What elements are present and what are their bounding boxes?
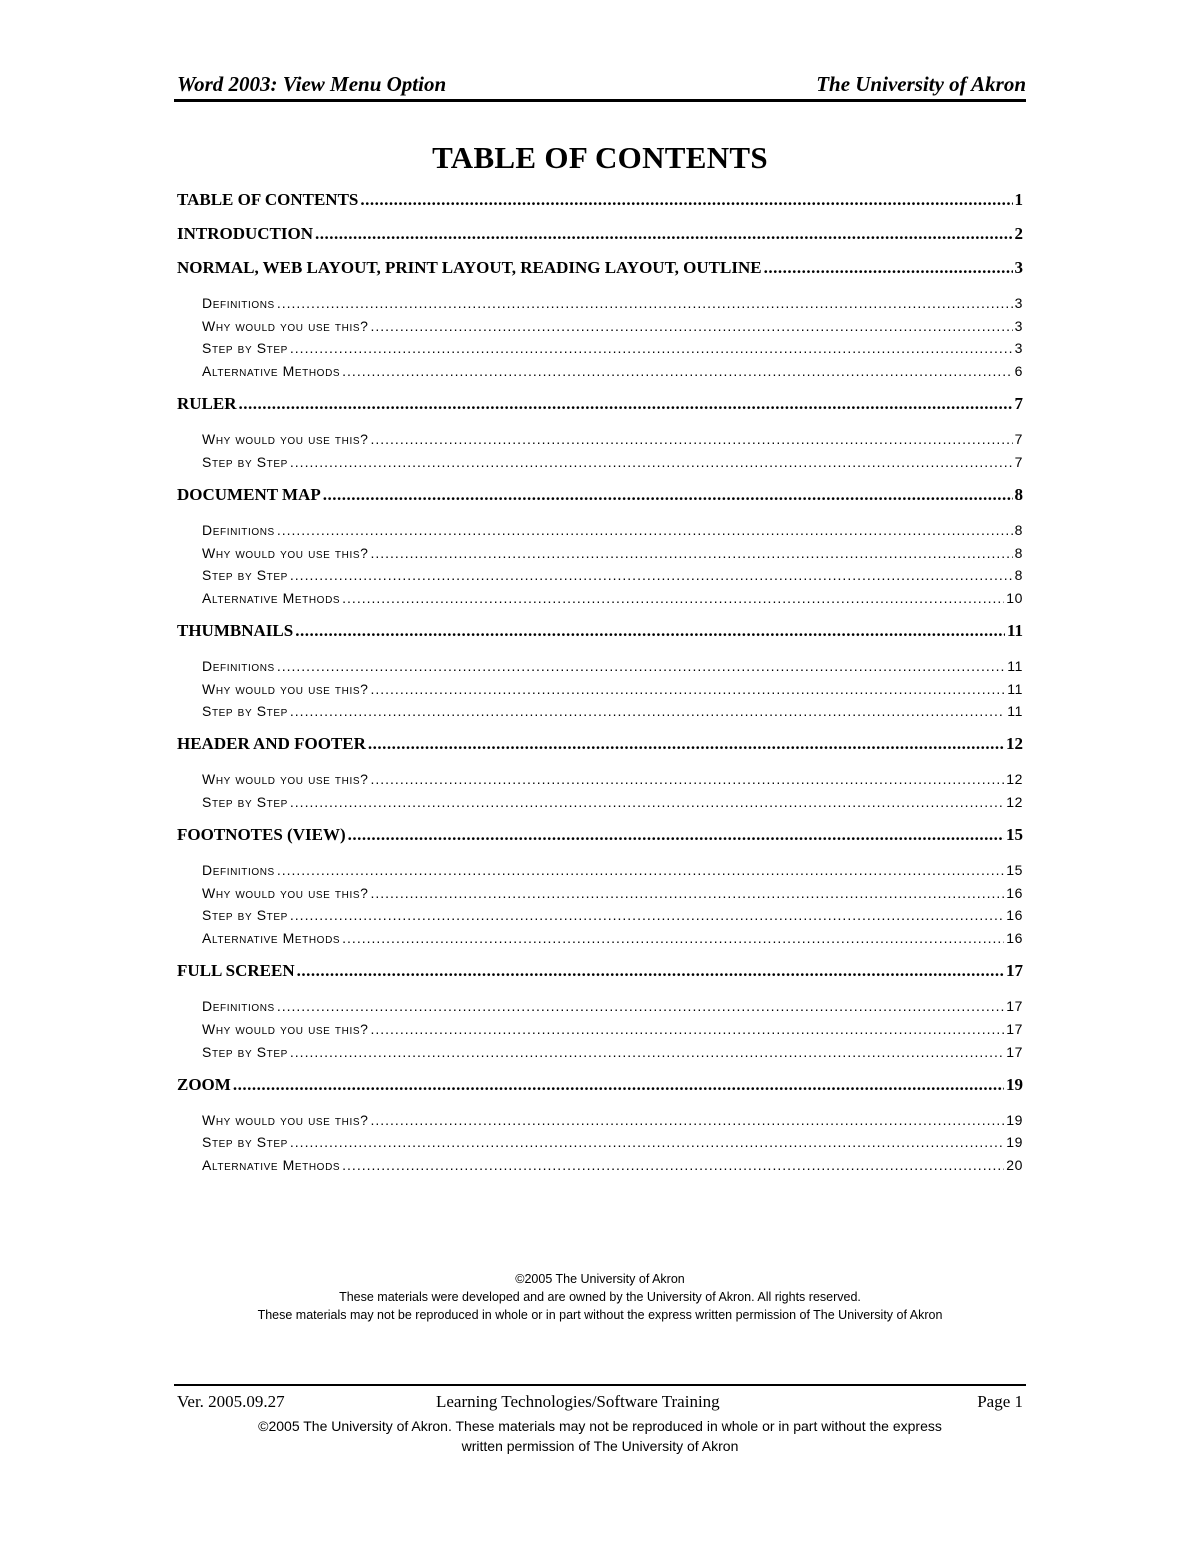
- toc-entry-page-number: 16: [1006, 884, 1023, 901]
- toc-heading-entry[interactable]: [177, 1075, 1023, 1097]
- toc-entry-page-number: 8: [1014, 521, 1023, 538]
- footer-note-line: written permission of The University of Akron: [461, 1438, 739, 1454]
- toc-entry-page-number: 16: [1006, 907, 1023, 924]
- header-document-title: Word 2003: View Menu Option: [177, 72, 447, 96]
- toc-entry-label: Definitions: [202, 862, 275, 878]
- footer-note-line: ©2005 The University of Akron. These materials may not be reproduced in whole or in part without the express: [258, 1418, 942, 1434]
- toc-dot-leader: [370, 681, 1005, 697]
- toc-dot-leader: [323, 485, 1013, 505]
- toc-heading-entry[interactable]: [177, 394, 1023, 416]
- toc-entry-label: Why would you use this?: [202, 317, 369, 334]
- toc-subentry[interactable]: [202, 794, 1023, 816]
- toc-dot-leader: [290, 1134, 1004, 1150]
- toc-entry-page-number: 11: [1006, 620, 1023, 640]
- toc-subentry[interactable]: [202, 431, 1023, 453]
- toc-subentry[interactable]: [202, 771, 1023, 793]
- toc-entry-label: FOOTNOTES (VIEW): [177, 825, 346, 844]
- toc-subentry[interactable]: [202, 1134, 1023, 1156]
- toc-dot-leader: [370, 1021, 1004, 1037]
- toc-dot-leader: [290, 454, 1013, 470]
- toc-entry-page-number: 12: [1006, 734, 1023, 754]
- toc-entry-label: Alternative Methods: [202, 363, 341, 380]
- toc-dot-leader: [360, 190, 1012, 210]
- toc-entry-label: Step by Step: [202, 453, 288, 470]
- toc-entry-page-number: 6: [1014, 363, 1023, 380]
- toc-entry-label: Step by Step: [202, 340, 288, 357]
- toc-entry-label: Alternative Methods: [202, 1156, 341, 1173]
- toc-dot-leader: [764, 258, 1013, 278]
- toc-subentry[interactable]: [202, 1157, 1023, 1179]
- toc-entry-label: RULER: [177, 394, 237, 414]
- toc-entry-page-number: 7: [1014, 431, 1023, 448]
- toc-entry-page-number: 3: [1014, 317, 1023, 334]
- running-header: [174, 72, 1026, 98]
- toc-subentry[interactable]: [202, 454, 1023, 476]
- toc-dot-leader: [277, 862, 1004, 878]
- toc-entry-label: Why would you use this?: [202, 544, 369, 561]
- toc-dot-leader: [370, 1112, 1004, 1128]
- toc-dot-leader: [342, 930, 1004, 946]
- page-title: TABLE OF CONTENTS: [432, 140, 768, 175]
- toc-entry-page-number: 19: [1006, 1074, 1023, 1094]
- toc-dot-leader: [368, 734, 1004, 754]
- toc-entry-label: Step by Step: [202, 567, 288, 584]
- toc-entry-label: FULL SCREEN: [177, 961, 295, 981]
- toc-subentry[interactable]: [202, 522, 1023, 544]
- page-footer: [174, 1392, 1026, 1414]
- toc-dot-leader: [290, 340, 1013, 356]
- toc-subentry[interactable]: [202, 1021, 1023, 1043]
- toc-entry-label: DOCUMENT MAP: [177, 484, 321, 504]
- toc-entry-page-number: 12: [1006, 771, 1023, 788]
- toc-heading-entry[interactable]: [177, 258, 1023, 280]
- footer-department: Learning Technologies/Software Training: [436, 1392, 720, 1411]
- toc-entry-page-number: 15: [1006, 825, 1023, 844]
- toc-heading-entry[interactable]: [177, 961, 1023, 983]
- footer-rule: [174, 1384, 1026, 1386]
- toc-subentry[interactable]: [202, 1112, 1023, 1134]
- toc-entry-label: Step by Step: [202, 1043, 288, 1060]
- copyright-line: ©2005 The University of Akron: [515, 1272, 685, 1286]
- toc-entry-label: Step by Step: [202, 1134, 288, 1151]
- toc-entry-label: TABLE OF CONTENTS: [177, 190, 359, 209]
- toc-dot-leader: [290, 567, 1013, 583]
- toc-dot-leader: [277, 658, 1005, 674]
- toc-entry-page-number: 11: [1007, 680, 1023, 697]
- toc-entry-label: Definitions: [202, 521, 275, 538]
- toc-entry-page-number: 19: [1006, 1134, 1023, 1151]
- toc-dot-leader: [342, 1157, 1004, 1173]
- toc-dot-leader: [233, 1075, 1004, 1095]
- toc-subentry[interactable]: [202, 658, 1023, 680]
- toc-entry-label: Why would you use this?: [202, 1020, 369, 1037]
- toc-subentry[interactable]: [202, 590, 1023, 612]
- toc-dot-leader: [370, 431, 1012, 447]
- toc-entry-label: Why would you use this?: [202, 771, 369, 788]
- toc-entry-label: ZOOM: [177, 1074, 231, 1094]
- toc-subentry[interactable]: [202, 340, 1023, 362]
- toc-entry-label: Step by Step: [202, 703, 288, 720]
- header-institution: The University of Akron: [816, 72, 1026, 96]
- toc-dot-leader: [370, 545, 1012, 561]
- toc-subentry[interactable]: [202, 545, 1023, 567]
- reproduction-line: These materials may not be reproduced in whole or in part without the express written permission of The University of Akron: [257, 1308, 943, 1322]
- toc-entry-page-number: 7: [1014, 453, 1023, 470]
- toc-entry-label: Why would you use this?: [202, 1111, 369, 1128]
- toc-subentry[interactable]: [202, 930, 1023, 952]
- toc-entry-label: THUMBNAILS: [177, 620, 294, 640]
- toc-subentry[interactable]: [202, 681, 1023, 703]
- toc-dot-leader: [277, 998, 1004, 1014]
- toc-entry-page-number: 16: [1006, 930, 1023, 947]
- toc-dot-leader: [342, 363, 1012, 379]
- toc-entry-page-number: 8: [1014, 484, 1023, 504]
- toc-subentry[interactable]: [202, 907, 1023, 929]
- toc-subentry[interactable]: [202, 885, 1023, 907]
- toc-entry-page-number: 19: [1006, 1111, 1023, 1128]
- toc-entry-page-number: 12: [1006, 794, 1023, 810]
- toc-entry-label: Definitions: [202, 295, 275, 311]
- toc-heading-entry[interactable]: [177, 190, 1023, 212]
- toc-entry-page-number: 17: [1006, 961, 1023, 981]
- toc-entry-label: Definitions: [202, 998, 275, 1015]
- toc-entry-page-number: 8: [1014, 544, 1023, 561]
- toc-dot-leader: [239, 394, 1013, 414]
- toc-heading-entry[interactable]: [177, 224, 1023, 246]
- toc-dot-leader: [370, 318, 1012, 334]
- toc-dot-leader: [342, 590, 1004, 606]
- toc-entry-page-number: 1: [1014, 190, 1023, 209]
- toc-entry-label: Step by Step: [202, 907, 288, 924]
- ownership-line: These materials were developed and are owned by the University of Akron. All rights reserved.: [339, 1290, 861, 1304]
- toc-entry-page-number: 3: [1014, 340, 1023, 357]
- toc-heading-entry[interactable]: [177, 485, 1023, 507]
- toc-subentry[interactable]: [202, 703, 1023, 725]
- toc-heading-entry[interactable]: [177, 734, 1023, 756]
- toc-dot-leader: [295, 621, 1005, 641]
- toc-subentry[interactable]: [202, 363, 1023, 385]
- toc-entry-page-number: 17: [1006, 1043, 1023, 1060]
- footer-page-number: Page 1: [977, 1392, 1023, 1411]
- toc-entry-label: Alternative Methods: [202, 589, 341, 606]
- toc-entry-label: Why would you use this?: [202, 884, 369, 901]
- toc-heading-entry[interactable]: [177, 825, 1023, 847]
- copyright-notice: [174, 1270, 1026, 1324]
- toc-entry-label: Why would you use this?: [202, 431, 369, 448]
- toc-entry-page-number: 10: [1006, 589, 1023, 606]
- toc-entry-page-number: 17: [1006, 1020, 1023, 1037]
- toc-entry-page-number: 15: [1006, 862, 1023, 878]
- toc-dot-leader: [370, 885, 1004, 901]
- toc-dot-leader: [370, 771, 1004, 787]
- toc-entry-page-number: 11: [1007, 657, 1023, 674]
- toc-dot-leader: [277, 295, 1013, 311]
- toc-entry-label: Alternative Methods: [202, 930, 341, 947]
- toc-dot-leader: [315, 224, 1012, 244]
- toc-dot-leader: [297, 961, 1004, 981]
- toc-entry-page-number: 17: [1006, 998, 1023, 1015]
- toc-subentry[interactable]: [202, 1044, 1023, 1066]
- toc-subentry[interactable]: [202, 567, 1023, 589]
- header-rule: [174, 99, 1026, 102]
- toc-subentry[interactable]: [202, 318, 1023, 340]
- toc-dot-leader: [290, 794, 1004, 810]
- toc-entry-label: Definitions: [202, 657, 275, 674]
- toc-entry-page-number: 11: [1007, 703, 1023, 720]
- toc-entry-page-number: 3: [1014, 295, 1023, 311]
- toc-dot-leader: [290, 1044, 1004, 1060]
- toc-dot-leader: [277, 522, 1013, 538]
- toc-entry-label: NORMAL, WEB LAYOUT, PRINT LAYOUT, READING LAYOUT, OUTLINE: [177, 258, 762, 277]
- footer-version: Ver. 2005.09.27: [177, 1392, 285, 1411]
- toc-entry-label: Why would you use this?: [202, 680, 369, 697]
- toc-entry-page-number: 8: [1014, 567, 1023, 584]
- toc-dot-leader: [290, 907, 1004, 923]
- footer-copyright: [174, 1416, 1026, 1456]
- toc-entry-label: INTRODUCTION: [177, 224, 314, 243]
- toc-dot-leader: [348, 825, 1004, 845]
- toc-entry-page-number: 2: [1014, 224, 1023, 243]
- toc-dot-leader: [290, 703, 1005, 719]
- toc-subentry[interactable]: [202, 862, 1023, 884]
- toc-subentry[interactable]: [202, 998, 1023, 1020]
- toc-heading-entry[interactable]: [177, 621, 1023, 643]
- toc-entry-label: Step by Step: [202, 794, 288, 810]
- toc-entry-page-number: 20: [1006, 1156, 1023, 1173]
- toc-subentry[interactable]: [202, 295, 1023, 317]
- toc-entry-page-number: 7: [1014, 394, 1023, 414]
- toc-entry-page-number: 3: [1014, 258, 1023, 277]
- toc-entry-label: HEADER AND FOOTER: [177, 734, 366, 754]
